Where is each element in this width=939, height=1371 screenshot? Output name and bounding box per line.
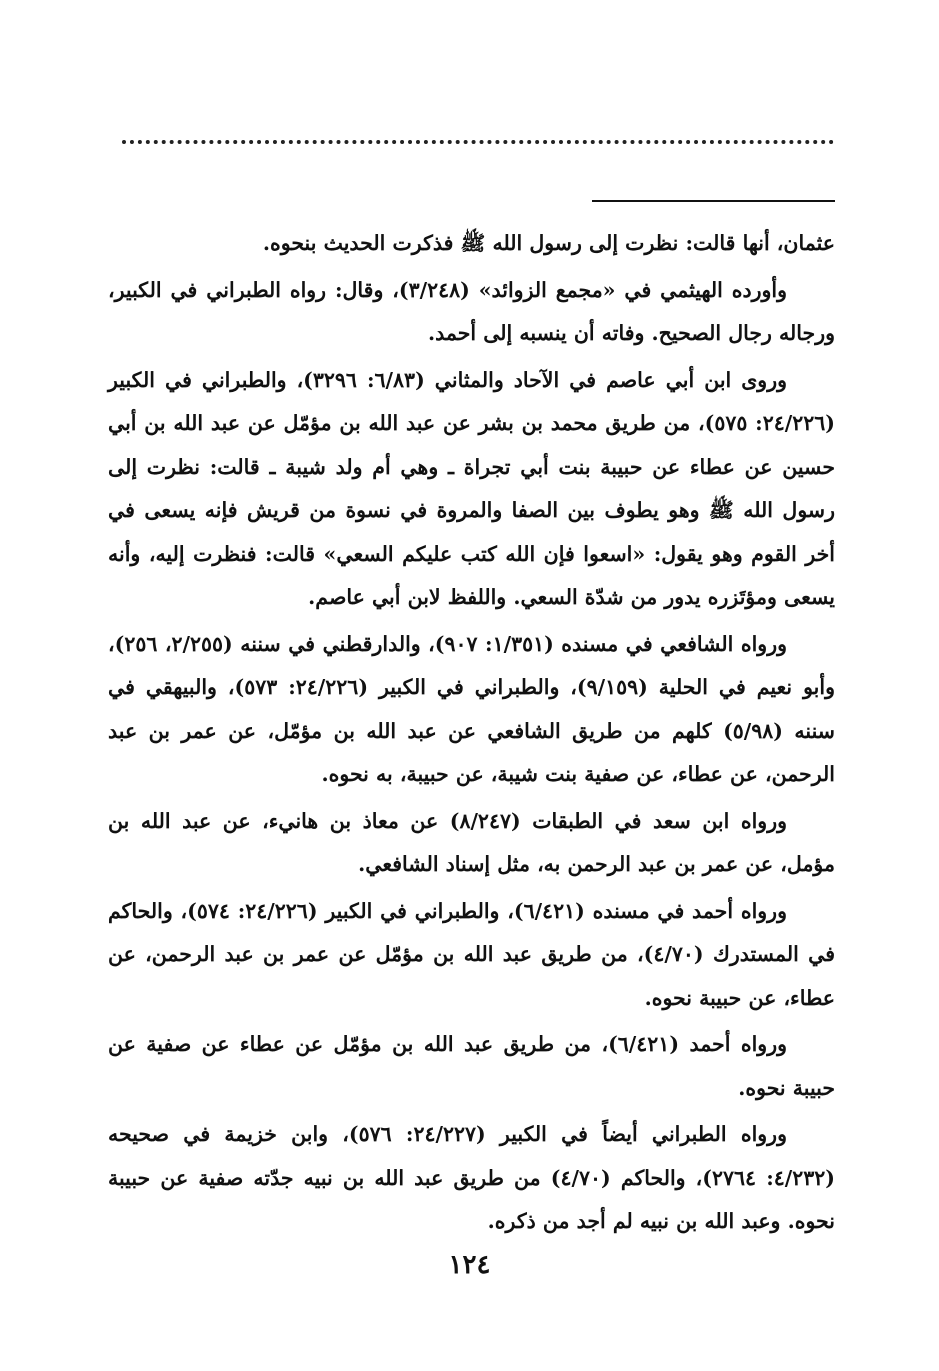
- paragraph-5: ورواه ابن سعد في الطبقات (٨/٢٤٧) عن معاذ بن هانيء، عن عبد الله بن مؤمل، عن عمر بن عبد الرحمن به، مثل إسناد الشافعي.: [108, 808, 835, 876]
- paragraph-6: ورواه أحمد في مسنده (٦/٤٢١)، والطبراني في الكبير (٢٤/٢٢٦: ٥٧٤)، والحاكم في المستدرك (٤/٧٠)، من طريق عبد الله بن مؤمّل عن عمر بن عبد الرحمن، عن عطاء، عن حبيبة نحوه.: [108, 898, 835, 1010]
- paragraph-4: ورواه الشافعي في مسنده (١/٣٥١: ٩٠٧)، والدارقطني في سننه (٢/٢٥٥، ٢٥٦)، وأبو نعيم في الحلية (٩/١٥٩)، والطبراني في الكبير (٢٤/٢٢٦: ٥٧٣)، والبيهقي في سننه (٥/٩٨) كلهم من طريق الشافعي عن عبد الله بن مؤمّل، عن عمر بن عبد الرحمن، عن عطاء، عن صفية بنت شيبة، عن حبيبة، به نحوه.: [108, 631, 835, 786]
- paragraph-8: ورواه الطبراني أيضاً في الكبير (٢٤/٢٢٧: ٥٧٦)، وابن خزيمة في صحيحه (٤/٢٣٢: ٢٧٦٤)، والحاكم (٤/٧٠) من طريق عبد الله بن نبيه جدّته صفية عن حبيبة نحوه. وعبد الله بن نبيه لم أجد من ذكره.: [108, 1122, 835, 1233]
- footnote-rule: [592, 200, 835, 202]
- paragraph-3: وروى ابن أبي عاصم في الآحاد والمثاني (٦/٨٣: ٣٢٩٦)، والطبراني في الكبير (٢٤/٢٢٦: ٥٧٥)، من طريق محمد بن بشر عن عبد الله بن مؤمّل عن عبد الله بن أبي حسين عن عطاء عن حبيبة بنت أبي تجراة ـ وهي أم ولد شيبة ـ قالت: نظرت إلى رسول الله ﷺ وهو يطوف بين الصفا والمروة في نسوة من قريش فإنه يسعى في أخر القوم وهو يقول: «اسعوا فإن الله كتب عليكم السعي» قالت: فنظرت إليه، وأنه يسعى ومؤتَزره يدور من شدّة السعي. واللفظ لابن أبي عاصم.: [108, 367, 835, 609]
- paragraph-2: وأورده الهيثمي في «مجمع الزوائد» (٣/٢٤٨)، وقال: رواه الطبراني في الكبير، ورجاله رجال الصحيح. وفاته أن ينسبه إلى أحمد.: [108, 277, 835, 345]
- footnote-text: [108, 222, 835, 1247]
- dotted-separator: [122, 140, 834, 154]
- page-number: ١٢٤: [448, 1250, 491, 1280]
- paragraph-1: عثمان، أنها قالت: نظرت إلى رسول الله ﷺ فذكرت الحديث بنحوه.: [262, 231, 835, 255]
- paragraph-7: ورواه أحمد (٦/٤٢١)، من طريق عبد الله بن مؤمّل عن عطاء عن صفية عن حبيبة نحوه.: [108, 1032, 835, 1100]
